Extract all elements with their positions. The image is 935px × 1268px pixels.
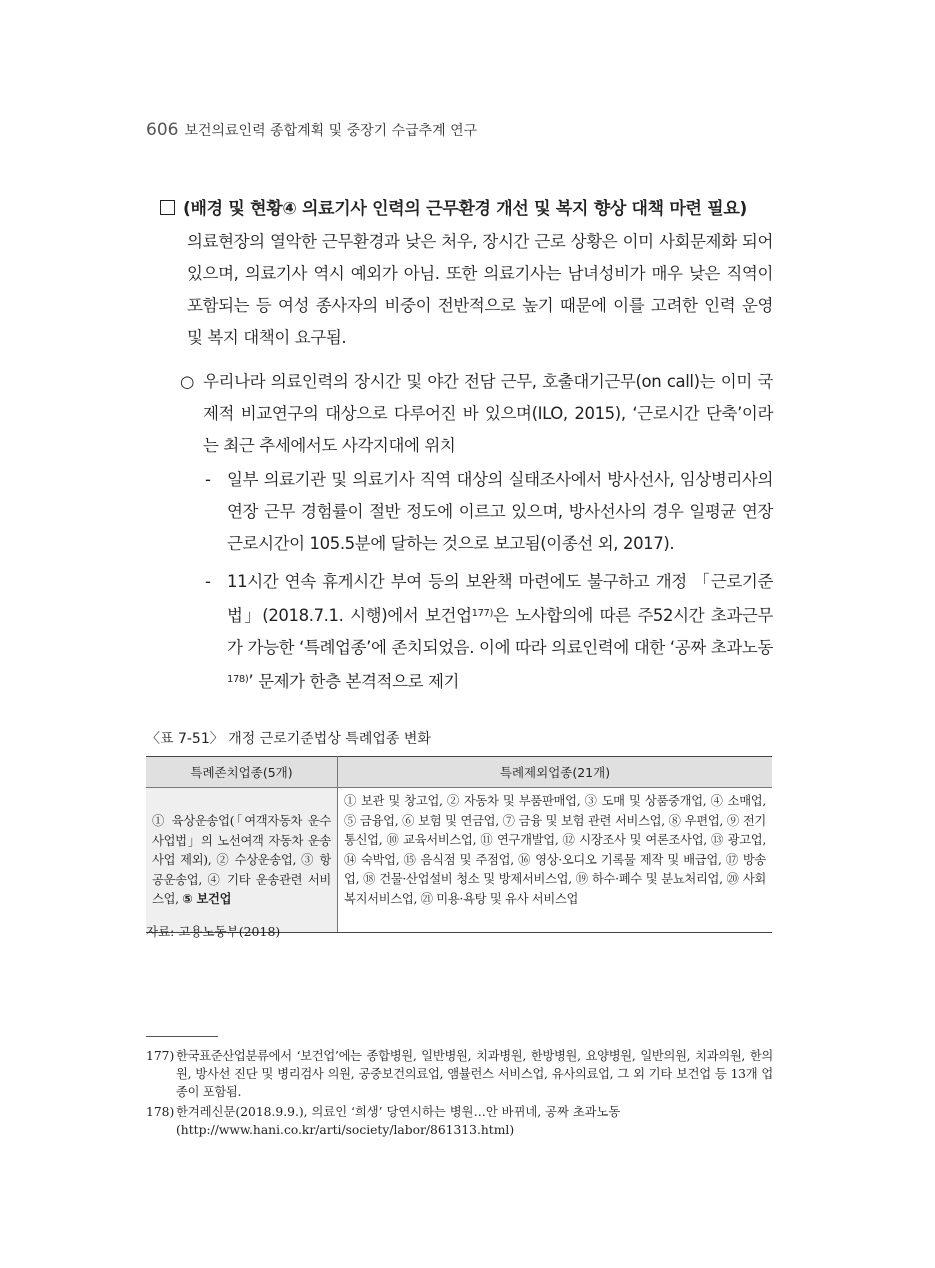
footnote-ref-178[interactable]: 178) (227, 674, 249, 685)
running-header (146, 120, 477, 140)
dash-item-2-part-a: 11시간 연속 휴게시간 부여 등의 보완책 마련에도 불구하고 개정 「근로기준법」(2018.7.1. 시행)에서 보건업 (227, 572, 773, 625)
checkbox-square-icon (160, 200, 175, 215)
footnote-178-line1: 한겨레신문(2018.9.9.), 의료인 ‘희생’ 당연시하는 병원…안 바뀌네, 공짜 초과노동 (176, 1105, 621, 1119)
footnote-number: 177) (146, 1049, 175, 1063)
footnote-ref-177[interactable]: 177) (471, 608, 494, 619)
table-header-row (146, 757, 772, 788)
footnote-divider (146, 1036, 218, 1037)
dash-marker: - (205, 572, 211, 591)
special-industries-table (146, 756, 772, 933)
section-heading (160, 194, 775, 219)
table-source: 자료: 고용노동부(2018) (146, 924, 281, 939)
footnote-177: 한국표준산업분류에서 ‘보건업’에는 종합병원, 일반병원, 치과병원, 한방병원, 요양병원, 일반의원, 치과의원, 한의원, 방사선 진단 및 병리검사 의원, 공중보건의료업, 앰뷸런스 서비스업, 유사의료업, 그 외 기타 보건업 등 13개 업종이 포함됨. (176, 1049, 773, 1099)
retained-industries-cell (146, 788, 338, 933)
footnote-number: 178) (146, 1105, 175, 1119)
retained-industries-bold: ⑤ 보건업 (182, 892, 232, 906)
page-number: 606 (146, 120, 179, 140)
retained-industries-text: ① 육상운송업(「여객자동차 운수사업법」의 노선여객 자동차 운송사업 제외), ② 수상운송업, ③ 항공운송업, ④ 기타 운송관련 서비스업, (152, 814, 331, 906)
col1-header: 특례존치업종(5개) (146, 757, 338, 788)
circle-bullet-icon: ○ (180, 372, 195, 391)
excluded-industries-cell: ① 보관 및 창고업, ② 자동차 및 부품판매업, ③ 도매 및 상품중개업, ④ 소매업, ⑤ 금융업, ⑥ 보험 및 연금업, ⑦ 금융 및 보험 관련 서비스업, ⑧ 우편업, ⑨ 전기통신업, ⑩ 교육서비스업, ⑪ 연구개발업, ⑫ 시장조사 및 여론조사업, ⑬ 광고업, ⑭ 숙박업, ⑮ 음식점 및 주점업, ⑯ 영상·오디오 기록물 제작 및 배급업, ⑰ 방송업, ⑱ 건물·산업설비 청소 및 방제서비스업, ⑲ 하수·폐수 및 분뇨처리업, ⑳ 사회복지서비스업, ㉑ 미용·욕탕 및 유사 서비스업 (338, 788, 773, 933)
bullet-paragraph: 우리나라 의료인력의 장시간 및 야간 전담 근무, 호출대기근무(on call)는 이미 국제적 비교연구의 대상으로 다루어진 바 있으며(ILO, 2015), ‘근로시간 단축’이라는 최근 추세에서도 사각지대에 위치 (203, 372, 773, 455)
footnote-178 (176, 1103, 773, 1139)
section-heading-text: (배경 및 현황④ 의료기사 인력의 근무환경 개선 및 복지 향상 대책 마련 필요) (183, 199, 747, 219)
dash-item-2 (227, 566, 773, 698)
dash-item-2-part-b: 은 노사합의에 따른 주52시간 초과근무가 가능한 ‘특례업종’에 존치되었음. 이에 따라 의료인력에 대한 ‘공짜 초과노동 (227, 606, 773, 657)
table-row (146, 788, 772, 933)
col2-header: 특례제외업종(21개) (338, 757, 773, 788)
table-caption: 〈표 7-51〉 개정 근로기준법상 특례업종 변화 (146, 731, 431, 747)
intro-paragraph: 의료현장의 열악한 근무환경과 낮은 처우, 장시간 근로 상황은 이미 사회문제화 되어 있으며, 의료기사 역시 예외가 아님. 또한 의료기사는 남녀성비가 매우 낮은 직역이 포함되는 등 여성 종사자의 비중이 전반적으로 높기 때문에 이를 고려한 인력 운영 및 복지 대책이 요구됨. (187, 232, 773, 347)
dash-marker: - (205, 470, 211, 489)
dash-item-2-part-c: ’ 문제가 한층 본격적으로 제기 (248, 672, 460, 691)
running-title: 보건의료인력 종합계획 및 중장기 수급추계 연구 (184, 123, 478, 139)
dash-item-1: 일부 의료기관 및 의료기사 직역 대상의 실태조사에서 방사선사, 임상병리사의 연장 근무 경험률이 절반 정도에 이르고 있으며, 방사선사의 경우 일평균 연장근로시간이 105.5분에 달하는 것으로 보고됨(이종선 외, 2017). (227, 470, 773, 553)
footnote-178-url[interactable]: (http://www.hani.co.kr/arti/society/labor/861313.html) (176, 1123, 515, 1137)
